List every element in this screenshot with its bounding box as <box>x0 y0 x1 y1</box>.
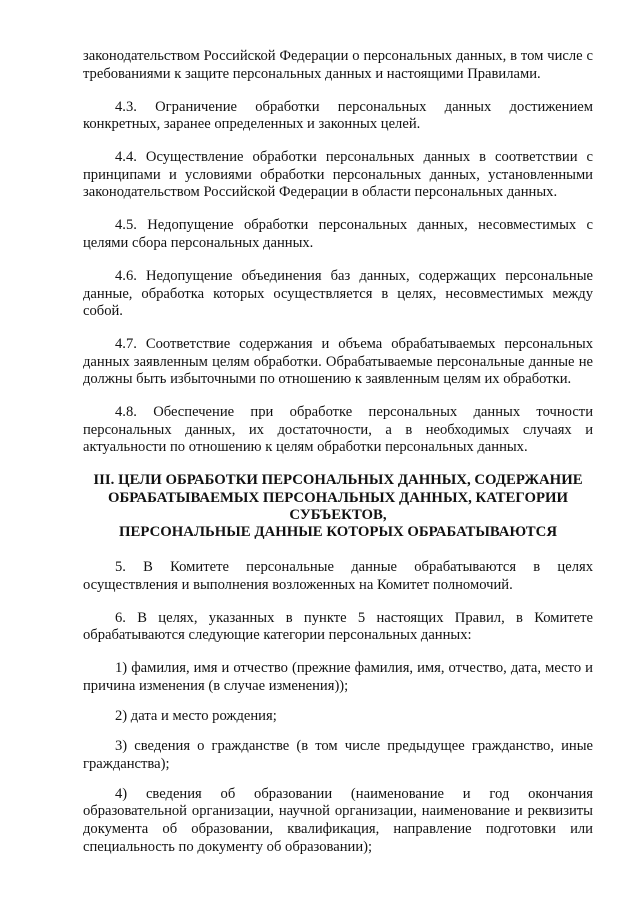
list-item: 2) дата и место рождения; <box>115 708 277 725</box>
principle-4-6: 4.6. Недопущение объединения баз данных, содержащих персональные данные, обработка которых осуществляется в целях, несовместимых между собой. <box>83 267 593 320</box>
document-page <box>83 48 593 869</box>
list-item: 1) фамилия, имя и отчество (прежние фамилия, имя, отчество, дата, место и причина изменения (в случае изменения)); <box>83 660 593 694</box>
principle-4-7: 4.7. Соответствие содержания и объема обрабатываемых персональных данных заявленным целям обработки. Обрабатываемые персональные данные не должны быть избыточными по отношению к заявленным целям их обработки. <box>83 336 593 388</box>
paragraph-6: 6. В целях, указанных в пункте 5 настоящих Правил, в Комитете обрабатываются следующие категории персональных данных: <box>83 609 593 644</box>
intro-paragraph: законодательством Российской Федерации о персональных данных, в том числе с требованиями к защите персональных данных и настоящими Правилами. <box>83 48 593 82</box>
section-heading: III. ЦЕЛИ ОБРАБОТКИ ПЕРСОНАЛЬНЫХ ДАННЫХ, СОДЕРЖАНИЕ ОБРАБАТЫВАЕМЫХ ПЕРСОНАЛЬНЫХ ДАННЫХ, КАТЕГОРИИ СУБЪЕКТОВ, ПЕРСОНАЛЬНЫЕ ДАННЫЕ КОТОРЫХ ОБРАБАТЫВАЮТСЯ <box>93 472 583 541</box>
list-item: 3) сведения о гражданстве (в том числе предыдущее гражданство, иные гражданства); <box>83 738 593 772</box>
principle-4-8: 4.8. Обеспечение при обработке персональных данных точности персональных данных, их достаточности, а в необходимых случаях и актуальности по отношению к целям обработки персональных данных. <box>83 404 593 456</box>
paragraph-5: 5. В Комитете персональные данные обрабатываются в целях осуществления и выполнения возложенных на Комитет полномочий. <box>83 559 593 593</box>
list-item: 4) сведения об образовании (наименование и год окончания образовательной организации, научной организации, наименование и реквизиты документа об образовании, квалификация, направление подготовки или специальность по документу об образовании); <box>83 785 593 855</box>
principle-4-3: 4.3. Ограничение обработки персональных данных достижением конкретных, заранее определенных и законных целей. <box>83 98 593 133</box>
principle-4-4: 4.4. Осуществление обработки персональных данных в соответствии с принципами и условиями обработки персональных данных, установленными законодательством Российской Федерации в области персональных данных. <box>83 149 593 201</box>
principle-4-5: 4.5. Недопущение обработки персональных данных, несовместимых с целями сбора персональных данных. <box>83 217 593 251</box>
